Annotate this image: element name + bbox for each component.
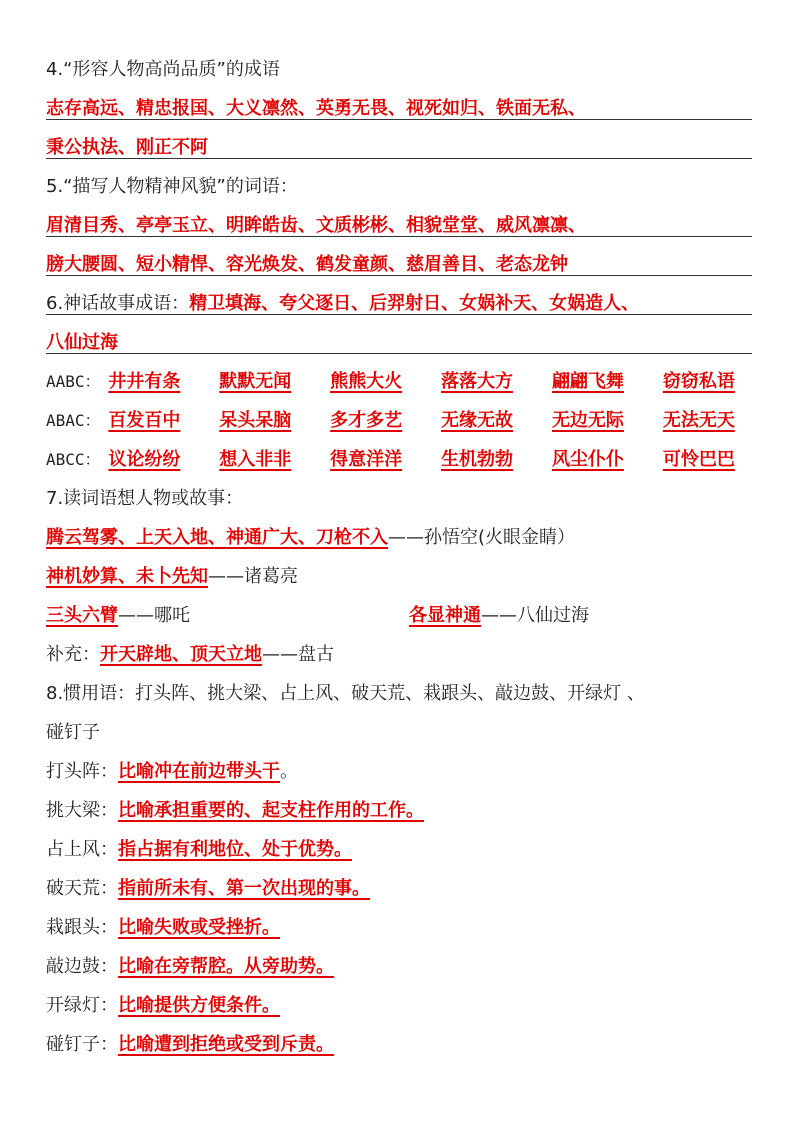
idiom-definition: 比喻遭到拒绝或受到斥责。 xyxy=(118,1034,334,1055)
section-8-heading-2: 碰钉子 xyxy=(46,722,100,743)
section-5-answer-line-2: 膀大腰圆、短小精悍、容光焕发、鹤发童颜、慈眉善目、老态龙钟 xyxy=(46,245,750,284)
answer-phrase: 各显神通 xyxy=(409,605,481,626)
idiom-term: 破天荒： xyxy=(46,878,118,899)
character-name: ——孙悟空(火眼金睛） xyxy=(388,527,576,548)
section-7-row-4 xyxy=(46,635,750,674)
pattern-word: 井井有条 xyxy=(108,371,181,392)
pattern-word: 呆头呆脑 xyxy=(219,410,292,431)
section-7-row-3 xyxy=(46,596,750,635)
idiom-term: 栽跟头： xyxy=(46,917,118,938)
pattern-word: 想入非非 xyxy=(219,449,292,470)
worksheet-page xyxy=(46,50,750,1064)
character-name: ——哪吒 xyxy=(118,605,190,626)
section-6-answer-1: 精卫填海、夸父逐日、后羿射日、女娲补天、女娲造人、 xyxy=(189,293,640,314)
pattern-word: 风尘仆仆 xyxy=(551,449,624,470)
idiom-row xyxy=(46,791,750,830)
pattern-row-abac xyxy=(46,401,750,440)
pattern-word: 熊熊大火 xyxy=(330,371,403,392)
idiom-row xyxy=(46,986,750,1025)
pattern-word: 翩翩飞舞 xyxy=(551,371,624,392)
idiom-term: 碰钉子： xyxy=(46,1034,118,1055)
idiom-row xyxy=(46,908,750,947)
idiom-definition: 比喻在旁帮腔。从旁助势。 xyxy=(118,956,334,977)
idiom-term: 开绿灯： xyxy=(46,995,118,1016)
character-name: ——八仙过海 xyxy=(481,605,589,626)
pattern-word: 无法无天 xyxy=(662,410,735,431)
section-6-answer-line-2: 八仙过海 xyxy=(46,323,750,362)
section-8-heading-1: 8.惯用语：打头阵、挑大梁、占上风、破天荒、栽跟头、敲边鼓、开绿灯 、 xyxy=(46,683,645,704)
section-6-heading: 6.神话故事成语： xyxy=(46,293,190,314)
pattern-row-aabc xyxy=(46,362,750,401)
section-4-answer-line-2: 秉公执法、刚正不阿 xyxy=(46,128,750,167)
character-name: ——诸葛亮 xyxy=(208,566,298,587)
section-5-answer-line-1: 眉清目秀、亭亭玉立、明眸皓齿、文质彬彬、相貌堂堂、威风凛凛、 xyxy=(46,206,750,245)
section-7-row-2 xyxy=(46,557,750,596)
pattern-word: 多才多艺 xyxy=(330,410,403,431)
idiom-definition: 比喻提供方便条件。 xyxy=(118,995,280,1016)
pattern-word: 窃窃私语 xyxy=(662,371,735,392)
idiom-definition: 比喻失败或受挫折。 xyxy=(118,917,280,938)
idiom-term: 占上风： xyxy=(46,839,118,860)
pattern-word: 默默无闻 xyxy=(219,371,292,392)
section-6-line-1 xyxy=(46,284,750,323)
idiom-row xyxy=(46,947,750,986)
idiom-row xyxy=(46,830,750,869)
pattern-label: ABAC： xyxy=(46,411,101,430)
idiom-row xyxy=(46,752,750,791)
pattern-word: 无缘无故 xyxy=(441,410,514,431)
pattern-word: 议论纷纷 xyxy=(108,449,181,470)
idiom-row xyxy=(46,869,750,908)
idiom-definition: 比喻承担重要的、起支柱作用的工作。 xyxy=(118,800,424,821)
pattern-label: AABC： xyxy=(46,372,101,391)
section-7-heading: 7.读词语想人物或故事： xyxy=(46,488,244,509)
idiom-row xyxy=(46,1025,750,1064)
pattern-word: 落落大方 xyxy=(441,371,514,392)
answer-phrase: 开天辟地、顶天立地 xyxy=(100,644,262,665)
section-5-heading: 5.“描写人物精神风貌”的词语： xyxy=(46,176,298,197)
character-name: ——盘古 xyxy=(262,644,334,665)
idiom-definition: 指占据有利地位、处于优势。 xyxy=(118,839,352,860)
pattern-row-abcc xyxy=(46,440,750,479)
section-4-heading: 4.“形容人物高尚品质”的成语 xyxy=(46,59,280,80)
idiom-definition: 指前所未有、第一次出现的事。 xyxy=(118,878,370,899)
idiom-tail: 。 xyxy=(280,761,298,782)
answer-phrase: 神机妙算、未卜先知 xyxy=(46,566,208,587)
answer-phrase: 三头六臂 xyxy=(46,605,118,626)
answer-phrase: 腾云驾雾、上天入地、神通广大、刀枪不入 xyxy=(46,527,388,548)
pattern-word: 得意洋洋 xyxy=(330,449,403,470)
pattern-word: 百发百中 xyxy=(108,410,181,431)
idiom-term: 敲边鼓： xyxy=(46,956,118,977)
pattern-word: 无边无际 xyxy=(551,410,624,431)
section-4-answer-line-1: 志存高远、精忠报国、大义凛然、英勇无畏、视死如归、铁面无私、 xyxy=(46,89,750,128)
section-7-row-1 xyxy=(46,518,750,557)
supplement-label: 补充： xyxy=(46,644,100,665)
pattern-label: ABCC： xyxy=(46,450,101,469)
pattern-word: 可怜巴巴 xyxy=(662,449,735,470)
idiom-term: 挑大梁： xyxy=(46,800,118,821)
idiom-definition: 比喻冲在前边带头干 xyxy=(118,761,280,782)
pattern-word: 生机勃勃 xyxy=(441,449,514,470)
idiom-term: 打头阵： xyxy=(46,761,118,782)
